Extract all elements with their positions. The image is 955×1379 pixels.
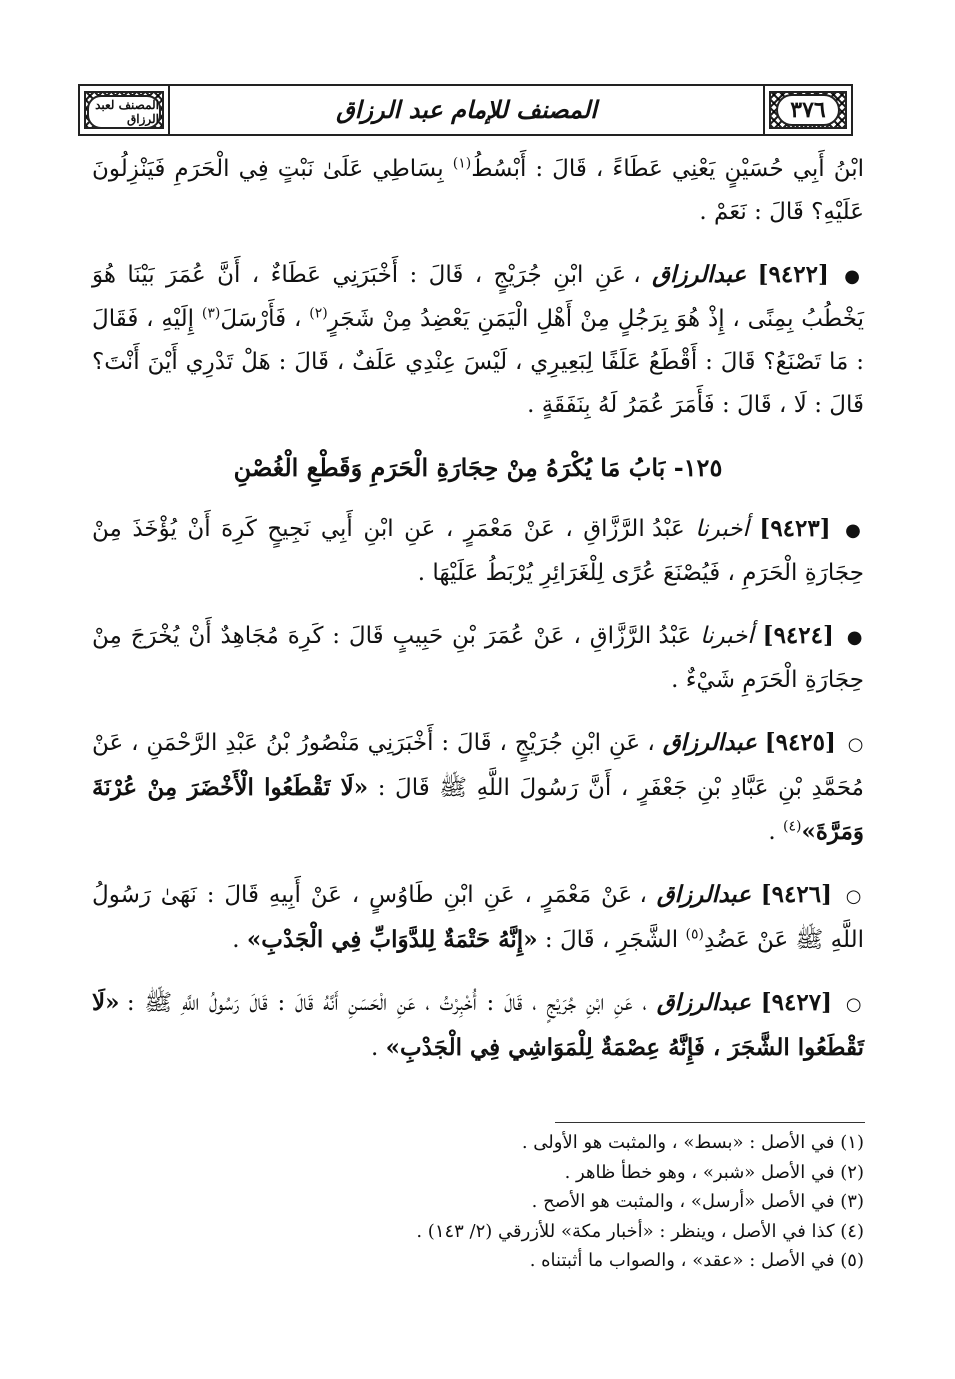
footnote-ref: (٥) xyxy=(685,926,704,943)
hadith-text: عَبْدُ الرَّزَّاقِ ، عَنْ عُمَرَ بْنِ حَبِيبٍ قَالَ : كَرِهَ مُجَاهِدٌ أَنْ يُخْرَجَ مِنْ حِجَارَةِ الْحَرَمِ شَيْءٌ . xyxy=(92,623,864,693)
hadith-number: [٩٤٢٧] xyxy=(760,989,832,1016)
bullet-marker: ○ xyxy=(847,734,864,755)
book-seal: المصنف لعبد الرزاق xyxy=(87,95,161,129)
hadith-text: ، عَنْ مَعْمَرٍ ، عَنِ ابْنِ طَاوُسٍ ، عَنْ أَبِيهِ قَالَ : نَهَىٰ رَسُولُ اللَّهِ ﷺ عَنْ عَضُدِ xyxy=(92,882,864,953)
isnad-head: عبدالرزاق xyxy=(652,261,747,288)
footnote-divider xyxy=(555,1122,865,1123)
isnad-head: عبدالرزاق xyxy=(662,729,757,756)
hadith-number: [٩٤٢٣] xyxy=(759,515,831,542)
hadith-9422 xyxy=(92,253,864,427)
bullet-marker: ● xyxy=(844,266,864,287)
header-ornament-right xyxy=(769,91,847,129)
prophetic-quote: «لَا تَقْطَعُوا الشَّجَرَ ، فَإِنَّهُ عِصْمَةٌ لِلْمَوَاشِي فِي الْجَدْبِ» xyxy=(92,989,864,1061)
prophetic-quote: «إِنَّهُ حَتْمَةٌ لِلدَّوَابِّ فِي الْجَدْبِ» xyxy=(246,926,538,953)
footnote-ref: (٣) xyxy=(201,305,221,322)
hadith-text: ، عَنِ ابْنِ جُرَيْجٍ ، قَالَ : أَخْبَرَنِي مَنْصُورُ بْنُ عَبْدِ الرَّحْمَنِ ، عَنْ مُحَمَّدِ بْنِ عَبَّادِ بْنِ جَعْفَرٍ ، أَنَّ رَسُولَ اللَّهِ ﷺ قَالَ : xyxy=(92,730,864,801)
isnad-head: أخبرنا xyxy=(695,516,749,542)
sentence-end: . xyxy=(371,1035,379,1061)
isnad-head: أخبرنا xyxy=(700,623,754,649)
hadith-text: ، عَنِ ابْنِ جُرَيْجٍ ، قَالَ : أَخْبَرَنِي عَطَاءٌ ، أَنَّ عُمَرَ بَيْنَا هُوَ يَخْطُبُ بِمِنًى ، إِذْ هُوَ بِرَجُلٍ مِنْ أَهْلِ الْيَمَنِ يَعْضِدُ مِنْ شَجَرٍ xyxy=(92,262,864,332)
footnote-ref: (١) xyxy=(452,155,472,172)
paragraph-continuation xyxy=(92,148,864,234)
footnote-5: (٥) في الأصل : «عقد» ، والصواب ما أثبتناه . xyxy=(529,1250,864,1271)
page-number: ٣٧٦ xyxy=(776,94,839,126)
hadith-9427 xyxy=(92,981,864,1070)
hadith-text: ، فَأَرْسَلَ xyxy=(220,306,302,332)
hadith-9426 xyxy=(92,873,864,962)
hadith-9424 xyxy=(92,614,864,702)
paragraph-text: بِسَاطِي عَلَىٰ نَبْتٍ فِي الْحَرَمِ فَيَنْزِلُونَ عَلَيْهِ؟ قَالَ : نَعَمْ . xyxy=(92,156,864,225)
hadith-text: الشَّجَرِ ، قَالَ : xyxy=(544,927,679,953)
page-header xyxy=(78,84,853,136)
footnote-1: (١) في الأصل : «بسط» ، والمثبت هو الأولى . xyxy=(521,1132,864,1153)
header-ornament-left xyxy=(84,91,164,129)
bullet-marker: ○ xyxy=(845,886,865,907)
footnote-2: (٢) في الأصل «شبر» ، وهو خطأ ظاهر . xyxy=(564,1161,864,1183)
sentence-end: . xyxy=(232,927,240,953)
footnotes xyxy=(150,1128,864,1276)
paragraph-text: ابْنُ أَبِي حُسَيْنٍ يَعْنِي عَطَاءً ، قَالَ : أَبْسُطُ xyxy=(471,156,864,182)
isnad-head: عبدالرزاق xyxy=(656,881,751,908)
page-body xyxy=(92,148,864,1089)
bullet-marker: ● xyxy=(845,520,865,541)
sentence-end: . xyxy=(768,819,776,845)
prophetic-quote: «لَا تَقْطَعُوا الْأَخْضَرَ مِنْ عُرْنَةَ وَمَرَّةَ» xyxy=(92,774,864,845)
hadith-text: إِلَيْهِ ، فَقَالَ : مَا تَصْنَعُ؟ قَالَ : أَقْطَعُ عَلَفًا لِبَعِيرِي ، لَيْسَ عِنْدِي عَلَفٌ ، قَالَ : هَلْ تَدْرِي أَيْنَ أَنْتَ؟ قَالَ : لَا ، قَالَ : فَأَمَرَ عُمَرُ لَهُ بِنَفَقَةٍ . xyxy=(92,306,864,418)
hadith-9423 xyxy=(92,507,864,595)
hadith-number: [٩٤٢٤] xyxy=(762,622,834,649)
header-title: المصنف للإمام عبد الرزاق xyxy=(168,86,765,134)
isnad-head: عبدالرزاق xyxy=(656,989,751,1016)
bullet-marker: ● xyxy=(846,627,865,648)
footnote-3: (٣) في الأصل «أرسل» ، والمثبت هو الأصح . xyxy=(531,1191,864,1212)
hadith-number: [٩٤٢٦] xyxy=(760,881,832,908)
footnote-ref: (٤) xyxy=(782,818,802,835)
bullet-marker: ○ xyxy=(845,994,865,1015)
hadith-text: عَبْدُ الرَّزَّاقِ ، عَنْ مَعْمَرٍ ، عَنِ ابْنِ أَبِي نَجِيحٍ كَرِهَ أَنْ يُؤْخَذَ مِنْ حِجَارَةِ الْحَرَمِ ، فَيُصْنَعَ عُرًى لِلْغَرَائِرِ يُرْبَطُ عَلَيْهَا . xyxy=(92,516,864,586)
chapter-heading: ١٢٥- بَابُ مَا يُكْرَهُ مِنْ حِجَارَةِ الْحَرَمِ وَقَطْعِ الْغُصْنِ xyxy=(233,453,723,482)
hadith-number: [٩٤٢٥] xyxy=(764,729,836,756)
hadith-9425 xyxy=(92,721,864,854)
hadith-number: [٩٤٢٢] xyxy=(757,261,829,288)
footnote-ref: (٢) xyxy=(309,305,328,322)
footnote-4: (٤) كذا في الأصل ، وينظر : «أخبار مكة» للأزرقي (٢/ ١٤٣) . xyxy=(416,1220,864,1242)
hadith-text: ، عَنِ ابْنِ جُرَيْجٍ ، قَالَ : أُخْبِرْتُ ، عَنِ الْحَسَنِ أَنَّهُ قَالَ : قَالَ رَسُولُ اللَّهِ ﷺ : xyxy=(126,990,647,1016)
